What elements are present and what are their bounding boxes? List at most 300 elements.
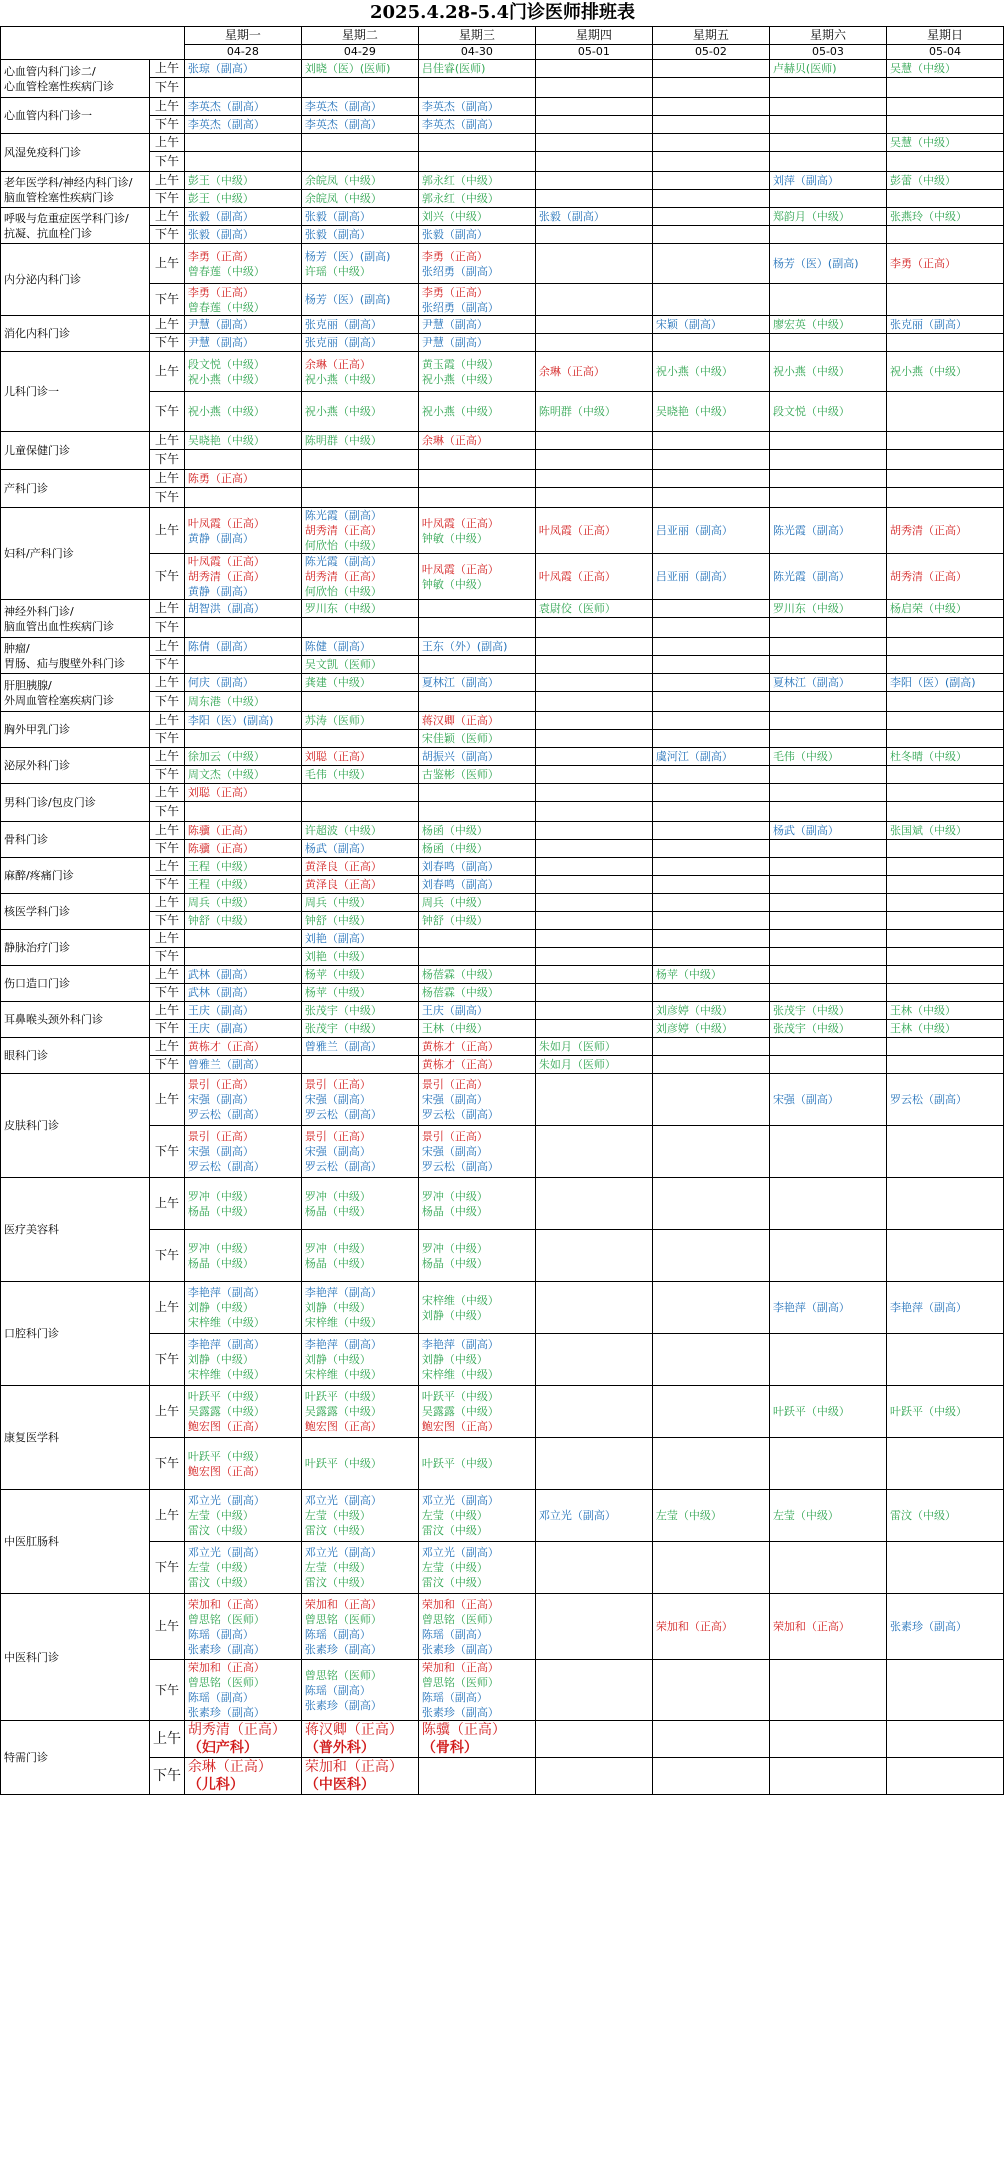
doctor-entry[interactable]: 罗云松（副高） [187, 1108, 265, 1121]
doctor-entry[interactable]: 曾思铭（医师） [187, 1676, 265, 1689]
doctor-entry[interactable]: 曾思铭（医师） [304, 1612, 382, 1626]
doctor-entry[interactable]: 朱如月（医师） [538, 1058, 616, 1071]
doctor-entry[interactable]: 宋强（副高） [187, 1093, 254, 1106]
doctor-entry[interactable]: 刘聪（正高） [187, 786, 254, 799]
doctor-entry[interactable]: 陈明群（中级） [304, 434, 382, 447]
doctor-entry[interactable]: 刘艳（中级） [304, 950, 371, 963]
doctor-entry[interactable]: 曾思铭（医师） [421, 1676, 499, 1689]
doctor-entry[interactable]: 荣加和（正高） [421, 1597, 499, 1611]
doctor-entry[interactable]: 黄栋才（正高） [421, 1058, 499, 1071]
doctor-entry[interactable]: 黄栋才（正高） [421, 1040, 499, 1053]
doctor-entry[interactable]: 杨晶（中级） [304, 1204, 371, 1218]
doctor-entry[interactable]: 罗冲（中级） [187, 1241, 254, 1255]
doctor-entry[interactable]: 曾春莲（中级） [187, 264, 265, 278]
doctor-entry[interactable]: 景引（正高） [421, 1078, 488, 1091]
doctor-entry[interactable]: 祝小燕（中级） [772, 365, 850, 378]
doctor-entry[interactable]: 叶凤霞（正高） [187, 516, 265, 530]
doctor-entry[interactable]: 叶凤霞（正高） [538, 570, 616, 583]
schedule-row [1, 116, 1004, 134]
doctor-entry[interactable]: 曾雅兰（副高） [187, 1058, 265, 1071]
doctor-entry[interactable]: 夏林江（副高） [772, 676, 850, 689]
doctor-entry[interactable]: 刘兴（中级） [421, 210, 488, 223]
doctor-entry[interactable]: 宋强（副高） [421, 1145, 488, 1158]
weekday-header: 星期二 [301, 27, 418, 45]
doctor-entry[interactable]: 余皖凤（中级） [304, 192, 382, 205]
doctor-entry[interactable]: 李艳萍（副高） [304, 1286, 382, 1299]
doctor-entry[interactable]: 杨晶（中级） [421, 1204, 488, 1218]
doctor-entry[interactable]: 王林（中级） [421, 1022, 488, 1035]
doctor-entry[interactable]: 宋佳颖（医师） [421, 732, 499, 745]
doctor-entry[interactable]: 陈瑶（副高） [304, 1627, 371, 1641]
doctor-entry[interactable]: 廖宏英（中级） [772, 318, 850, 331]
doctor-entry[interactable]: 李勇（正高） [421, 285, 488, 299]
doctor-entry[interactable]: 陈光霞（副高） [772, 524, 850, 537]
doctor-entry[interactable]: 刘聪（正高） [304, 750, 371, 763]
doctor-entry[interactable]: 周东港（中级） [187, 695, 265, 708]
doctor-entry[interactable]: 何欣怡（中级） [304, 585, 382, 598]
doctor-entry[interactable]: 张素珍（副高） [304, 1698, 382, 1712]
doctor-entry[interactable]: 罗云松（副高） [889, 1093, 967, 1106]
doctor-entry[interactable]: 尹慧（副高） [421, 336, 488, 349]
doctor-entry[interactable]: 曾雅兰（副高） [304, 1040, 382, 1053]
doctor-entry[interactable]: 宋梓维（中级） [421, 1368, 499, 1381]
doctor-entry[interactable]: 叶凤霞（正高） [538, 524, 616, 537]
doctor-entry[interactable]: 叶凤霞（正高） [187, 555, 265, 568]
doctor-entry[interactable]: 杨晶（中级） [304, 1256, 371, 1270]
doctor-entry[interactable]: 祝小燕（中级） [304, 372, 382, 386]
doctor-entry[interactable]: 左莹（中级） [421, 1509, 488, 1522]
doctor-entry[interactable]: 刘静（中级） [304, 1353, 371, 1366]
doctor-entry[interactable]: 胡秀清（正高） [304, 570, 382, 583]
doctor-entry[interactable]: 王林（中级） [889, 1004, 956, 1017]
doctor-entry[interactable]: 虞河江（副高） [655, 750, 733, 763]
doctor-entry[interactable]: 曾思铭（医师） [187, 1612, 265, 1626]
doctor-entry[interactable]: 王庆（副高） [421, 1004, 488, 1017]
doctor-entry[interactable]: 罗云松（副高） [421, 1108, 499, 1121]
doctor-entry[interactable]: 李阳（医）(副高) [889, 676, 976, 689]
doctor-entry[interactable]: 邓立光（副高） [304, 1546, 382, 1559]
doctor-entry[interactable]: 张绍勇（副高） [421, 300, 499, 314]
doctor-entry[interactable]: 罗冲（中级） [421, 1189, 488, 1203]
doctor-entry[interactable]: 李英杰（副高） [187, 100, 265, 113]
schedule-cell [769, 172, 886, 190]
doctor-entry[interactable]: 杨苹（中级） [304, 986, 371, 999]
doctor-entry[interactable]: 郭永红（中级） [421, 192, 499, 205]
schedule-cell [535, 78, 652, 98]
schedule-cell [652, 858, 769, 876]
doctor-entry[interactable]: 吕佳睿(医师) [421, 62, 486, 75]
doctor-entry[interactable]: 黄静（副高） [187, 585, 254, 598]
doctor-entry[interactable]: 杨芳（医）(副高) [304, 293, 391, 306]
doctor-entry[interactable]: 张素珍（副高） [187, 1706, 265, 1719]
doctor-entry[interactable]: 何欣怡（中级） [304, 539, 382, 552]
doctor-entry[interactable]: 郭永红（中级） [421, 174, 499, 187]
doctor-entry[interactable]: 景引（正高） [421, 1130, 488, 1143]
doctor-entry[interactable]: 尹慧（副高） [421, 318, 488, 331]
doctor-entry[interactable]: 鲍宏图（正高） [304, 1420, 382, 1433]
doctor-entry[interactable]: 张毅（副高） [538, 210, 605, 223]
doctor-entry[interactable]: 宋强（副高） [772, 1093, 839, 1106]
doctor-entry[interactable]: 陈瑶（副高） [187, 1627, 254, 1641]
doctor-entry[interactable]: 吴文凯（医师） [304, 658, 382, 671]
doctor-entry[interactable]: 胡振兴（副高） [421, 750, 499, 763]
doctor-entry[interactable]: 李英杰（副高） [421, 118, 499, 131]
doctor-entry[interactable]: 余琳（正高） [538, 365, 605, 378]
doctor-entry[interactable]: 宋强（副高） [421, 1093, 488, 1106]
doctor-entry[interactable]: 邓立光（副高） [538, 1509, 616, 1522]
doctor-entry[interactable]: 许瑶（中级） [304, 264, 371, 278]
doctor-entry[interactable]: 雷汶（中级） [304, 1524, 371, 1537]
doctor-entry[interactable]: 祝小燕（中级） [655, 365, 733, 378]
doctor-entry[interactable]: 刘静（中级） [187, 1353, 254, 1366]
doctor-entry[interactable]: 刘静（中级） [304, 1301, 371, 1314]
doctor-entry[interactable]: 刘彦婷（中级） [655, 1022, 733, 1035]
special-doctor[interactable]: 胡秀清（正高） [187, 1722, 286, 1738]
doctor-entry[interactable]: 张素珍（副高） [304, 1642, 382, 1656]
special-doctor[interactable]: 蒋汉卿（正高） [304, 1722, 403, 1738]
doctor-entry[interactable]: 叶跃平（中级） [889, 1405, 967, 1418]
doctor-entry[interactable]: 黄泽良（正高） [304, 860, 382, 873]
doctor-entry[interactable]: 段文悦（中级） [772, 405, 850, 418]
doctor-entry[interactable]: 钟舒（中级） [421, 914, 488, 927]
doctor-entry[interactable]: 张素珍（副高） [889, 1620, 967, 1633]
doctor-entry[interactable]: 郑韵月（中级） [772, 210, 850, 223]
doctor-entry[interactable]: 叶跃平（中级） [304, 1457, 382, 1470]
doctor-entry[interactable]: 吕亚丽（副高） [655, 570, 733, 583]
doctor-entry[interactable]: 陈明群（中级） [538, 405, 616, 418]
doctor-entry[interactable]: 张燕玲（中级） [889, 210, 967, 223]
doctor-entry[interactable]: 陈骥（正高） [187, 824, 254, 837]
doctor-entry[interactable]: 祝小燕（中级） [187, 405, 265, 418]
doctor-entry[interactable]: 余皖凤（中级） [304, 174, 382, 187]
doctor-entry[interactable]: 杨蓓霖（中级） [421, 986, 499, 999]
doctor-entry[interactable]: 黄玉霞（中级） [421, 357, 499, 371]
doctor-entry[interactable]: 张毅（副高） [187, 228, 254, 241]
doctor-entry[interactable]: 鲍宏图（正高） [187, 1464, 265, 1478]
doctor-entry[interactable]: 鲍宏图（正高） [187, 1420, 265, 1433]
doctor-entry[interactable]: 张毅（副高） [304, 210, 371, 223]
doctor-entry[interactable]: 杨启荣（中级） [889, 602, 967, 615]
doctor-entry[interactable]: 李英杰（副高） [304, 118, 382, 131]
doctor-entry[interactable]: 宋梓维（中级） [304, 1316, 382, 1329]
doctor-entry[interactable]: 尹慧（副高） [187, 336, 254, 349]
doctor-entry[interactable]: 钟舒（中级） [187, 914, 254, 927]
doctor-entry[interactable]: 宋强（副高） [304, 1093, 371, 1106]
doctor-entry[interactable]: 吴露露（中级） [304, 1405, 382, 1418]
doctor-entry[interactable]: 罗冲（中级） [304, 1241, 371, 1255]
doctor-entry[interactable]: 杨函（中级） [421, 824, 488, 837]
doctor-entry[interactable]: 邓立光（副高） [421, 1494, 499, 1507]
doctor-entry[interactable]: 张绍勇（副高） [421, 264, 499, 278]
doctor-entry[interactable]: 罗冲（中级） [304, 1189, 371, 1203]
doctor-entry[interactable]: 荣加和（正高） [187, 1597, 265, 1611]
doctor-entry[interactable]: 李艳萍（副高） [421, 1338, 499, 1351]
doctor-entry[interactable]: 宋颖（副高） [655, 318, 722, 331]
doctor-entry[interactable]: 邓立光（副高） [187, 1494, 265, 1507]
doctor-entry[interactable]: 雷汶（中级） [889, 1509, 956, 1522]
doctor-entry[interactable]: 罗冲（中级） [421, 1241, 488, 1255]
doctor-entry[interactable]: 钟敏（中级） [421, 531, 488, 545]
doctor-entry[interactable]: 杜冬晴（中级） [889, 750, 967, 763]
doctor-entry[interactable]: 钟敏（中级） [421, 577, 488, 591]
special-doctor[interactable]: 荣加和（正高） [304, 1759, 403, 1775]
doctor-entry[interactable]: 左莹（中级） [772, 1509, 839, 1522]
doctor-entry[interactable]: 李勇（正高） [421, 249, 488, 263]
doctor-entry[interactable]: 彭蕾（中级） [889, 174, 956, 187]
doctor-entry[interactable]: 王林（中级） [889, 1022, 956, 1035]
doctor-entry[interactable]: 黄静（副高） [187, 531, 254, 545]
doctor-entry[interactable]: 雷汶（中级） [187, 1524, 254, 1537]
doctor-entry[interactable]: 杨函（中级） [421, 842, 488, 855]
doctor-entry[interactable]: 余琳（正高） [304, 357, 371, 371]
doctor-entry[interactable]: 张茂宇（中级） [304, 1004, 382, 1017]
doctor-entry[interactable]: 钟舒（中级） [304, 914, 371, 927]
doctor-entry[interactable]: 景引（正高） [187, 1130, 254, 1143]
department-name-line: 骨科门诊 [4, 833, 48, 846]
doctor-entry[interactable]: 古鉴彬（医师） [421, 768, 499, 781]
doctor-entry[interactable]: 张琼（副高） [187, 62, 254, 75]
doctor-entry[interactable]: 李勇（正高） [187, 249, 254, 263]
doctor-entry[interactable]: 刘春鸣（副高） [421, 878, 499, 891]
doctor-entry[interactable]: 周兵（中级） [421, 896, 488, 909]
doctor-entry[interactable]: 左莹（中级） [304, 1561, 371, 1574]
doctor-entry[interactable]: 张克丽（副高） [304, 336, 382, 349]
doctor-entry[interactable]: 张国斌（中级） [889, 824, 967, 837]
doctor-entry[interactable]: 段文悦（中级） [187, 357, 265, 371]
doctor-entry[interactable]: 罗云松（副高） [187, 1160, 265, 1173]
doctor-entry[interactable]: 祝小燕（中级） [187, 372, 265, 386]
doctor-entry[interactable]: 宋梓维（中级） [187, 1368, 265, 1381]
doctor-entry[interactable]: 陈瑶（副高） [187, 1691, 254, 1704]
doctor-entry[interactable]: 吴露露（中级） [187, 1405, 265, 1418]
schedule-cell [652, 1386, 769, 1438]
doctor-entry[interactable]: 李艳萍（副高） [772, 1301, 850, 1314]
doctor-entry[interactable]: 叶跃平（中级） [421, 1457, 499, 1470]
doctor-entry[interactable]: 刘静（中级） [187, 1301, 254, 1314]
doctor-entry[interactable]: 刘静（中级） [421, 1308, 488, 1322]
doctor-entry[interactable]: 吴慧（中级） [889, 136, 956, 149]
doctor-entry[interactable]: 叶凤霞（正高） [421, 562, 499, 576]
doctor-entry[interactable]: 黄泽良（正高） [304, 878, 382, 891]
doctor-entry[interactable]: 张素珍（副高） [421, 1642, 499, 1656]
doctor-entry[interactable]: 周文杰（中级） [187, 768, 265, 781]
schedule-cell [535, 392, 652, 432]
doctor-entry[interactable]: 杨晶（中级） [187, 1256, 254, 1270]
doctor-entry[interactable]: 彭王（中级） [187, 174, 254, 187]
doctor-entry[interactable]: 周兵（中级） [187, 896, 254, 909]
doctor-entry[interactable]: 陈骥（正高） [187, 842, 254, 855]
doctor-entry[interactable]: 胡秀清（正高） [304, 524, 382, 537]
doctor-entry[interactable]: 陈光霞（副高） [304, 509, 382, 522]
doctor-entry[interactable]: 何庆（副高） [187, 676, 254, 689]
doctor-entry[interactable]: 杨芳（医）(副高) [304, 249, 391, 263]
doctor-entry[interactable]: 宋梓维（中级） [304, 1368, 382, 1381]
doctor-entry[interactable]: 吕亚丽（副高） [655, 524, 733, 537]
doctor-entry[interactable]: 雷汶（中级） [187, 1576, 254, 1589]
doctor-entry[interactable]: 荣加和（正高） [304, 1597, 382, 1611]
doctor-entry[interactable]: 罗云松（副高） [421, 1160, 499, 1173]
doctor-entry[interactable]: 罗川东（中级） [304, 602, 382, 615]
doctor-entry[interactable]: 叶跃平（中级） [772, 1405, 850, 1418]
doctor-entry[interactable]: 李英杰（副高） [304, 100, 382, 113]
doctor-entry[interactable]: 陈健（副高） [304, 640, 371, 653]
doctor-entry[interactable]: 杨武（副高） [304, 842, 371, 855]
doctor-entry[interactable]: 雷汶（中级） [421, 1524, 488, 1537]
doctor-entry[interactable]: 叶凤霞（正高） [421, 516, 499, 530]
doctor-entry[interactable]: 刘萍（副高） [772, 174, 839, 187]
doctor-entry[interactable]: 龚建（中级） [304, 676, 371, 689]
doctor-entry[interactable]: 陈光霞（副高） [772, 570, 850, 583]
doctor-entry[interactable]: 陈瑶（副高） [421, 1691, 488, 1704]
doctor-entry[interactable]: 曾春莲（中级） [187, 300, 265, 314]
doctor-entry[interactable]: 王程（中级） [187, 860, 254, 873]
doctor-entry[interactable]: 陈瑶（副高） [304, 1683, 371, 1697]
doctor-entry[interactable]: 曾思铭（医师） [304, 1668, 382, 1682]
doctor-entry[interactable]: 朱如月（医师） [538, 1040, 616, 1053]
doctor-entry[interactable]: 卢赫贝(医师) [772, 62, 837, 75]
doctor-entry[interactable]: 张茂宇（中级） [772, 1022, 850, 1035]
doctor-entry[interactable]: 陈倩（副高） [187, 640, 254, 653]
doctor-entry[interactable]: 刘艳（副高） [304, 932, 371, 945]
doctor-entry[interactable]: 杨武（副高） [772, 824, 839, 837]
doctor-entry[interactable]: 宋强（副高） [187, 1145, 254, 1158]
doctor-entry[interactable]: 左莹（中级） [187, 1509, 254, 1522]
doctor-entry[interactable]: 王庆（副高） [187, 1004, 254, 1017]
doctor-entry[interactable]: 王程（中级） [187, 878, 254, 891]
doctor-entry[interactable]: 毛伟（中级） [772, 750, 839, 763]
doctor-entry[interactable]: 吴晓艳（中级） [187, 434, 265, 447]
doctor-entry[interactable]: 杨晶（中级） [187, 1204, 254, 1218]
special-doctor[interactable]: 陈骥（正高） [421, 1722, 506, 1738]
doctor-entry[interactable]: 夏林江（副高） [421, 676, 499, 689]
doctor-entry[interactable]: 宋梓维（中级） [187, 1316, 265, 1329]
doctor-entry[interactable]: 吴晓艳（中级） [655, 405, 733, 418]
doctor-entry[interactable]: 袁尉佼（医师） [538, 602, 616, 615]
doctor-entry[interactable]: 刘晓（医）(医师) [304, 62, 391, 75]
doctor-entry[interactable]: 李勇（正高） [187, 285, 254, 299]
doctor-entry[interactable]: 祝小燕（中级） [304, 405, 382, 418]
doctor-entry[interactable]: 左莹（中级） [304, 1509, 371, 1522]
doctor-entry[interactable]: 杨苹（中级） [304, 968, 371, 981]
doctor-entry[interactable]: 余琳（正高） [421, 434, 488, 447]
doctor-entry[interactable]: 许超波（中级） [304, 824, 382, 837]
doctor-entry[interactable]: 胡智洪（副高） [187, 602, 265, 615]
doctor-entry[interactable]: 张素珍（副高） [187, 1642, 265, 1656]
doctor-entry[interactable]: 张毅（副高） [304, 228, 371, 241]
doctor-entry[interactable]: 张素珍（副高） [421, 1706, 499, 1719]
doctor-entry[interactable]: 罗云松（副高） [304, 1160, 382, 1173]
doctor-entry[interactable]: 张茂宇（中级） [304, 1022, 382, 1035]
doctor-entry[interactable]: 刘彦婷（中级） [655, 1004, 733, 1017]
doctor-entry[interactable]: 蒋汉卿（正高） [421, 714, 499, 727]
doctor-entry[interactable]: 李英杰（副高） [421, 100, 499, 113]
doctor-entry[interactable]: 张茂宇（中级） [772, 1004, 850, 1017]
doctor-entry[interactable]: 武林（副高） [187, 986, 254, 999]
doctor-entry[interactable]: 杨蓓霖（中级） [421, 968, 499, 981]
doctor-entry[interactable]: 毛伟（中级） [304, 768, 371, 781]
doctor-entry[interactable]: 陈光霞（副高） [304, 555, 382, 568]
doctor-entry[interactable]: 罗云松（副高） [304, 1108, 382, 1121]
doctor-entry[interactable]: 邓立光（副高） [421, 1546, 499, 1559]
doctor-entry[interactable]: 王庆（副高） [187, 1022, 254, 1035]
doctor-entry[interactable]: 黄栋才（正高） [187, 1040, 265, 1053]
doctor-entry[interactable]: 李艳萍（副高） [187, 1338, 265, 1351]
doctor-entry[interactable]: 陈勇（正高） [187, 472, 254, 485]
doctor-entry[interactable]: 张克丽（副高） [889, 318, 967, 331]
doctor-entry[interactable]: 胡秀清（正高） [889, 570, 967, 583]
doctor-entry[interactable]: 彭王（中级） [187, 192, 254, 205]
doctor-entry[interactable]: 鲍宏图（正高） [421, 1420, 499, 1433]
doctor-entry[interactable]: 张克丽（副高） [304, 318, 382, 331]
doctor-entry[interactable]: 吴露露（中级） [421, 1405, 499, 1418]
doctor-entry[interactable]: 叶跃平（中级） [187, 1390, 265, 1403]
doctor-entry[interactable]: 刘静（中级） [421, 1353, 488, 1366]
doctor-entry[interactable]: 罗冲（中级） [187, 1189, 254, 1203]
doctor-entry[interactable]: 陈瑶（副高） [421, 1627, 488, 1641]
doctor-entry[interactable]: 左莹（中级） [421, 1561, 488, 1574]
doctor-entry[interactable]: 祝小燕（中级） [889, 365, 967, 378]
doctor-entry[interactable]: 叶跃平（中级） [304, 1390, 382, 1403]
doctor-entry[interactable]: 景引（正高） [304, 1078, 371, 1091]
doctor-entry[interactable]: 祝小燕（中级） [421, 372, 499, 386]
doctor-entry[interactable]: 宋梓维（中级） [421, 1293, 499, 1307]
special-doctor[interactable]: 余琳（正高） [187, 1759, 272, 1775]
doctor-entry[interactable]: 邓立光（副高） [304, 1494, 382, 1507]
doctor-entry[interactable]: 景引（正高） [187, 1078, 254, 1091]
doctor-entry[interactable]: 邓立光（副高） [187, 1546, 265, 1559]
doctor-entry[interactable]: 祝小燕（中级） [421, 405, 499, 418]
doctor-entry[interactable]: 徐加云（中级） [187, 750, 265, 763]
doctor-entry[interactable]: 王东（外）(副高) [421, 640, 508, 653]
doctor-entry[interactable]: 荣加和（正高） [187, 1661, 265, 1674]
doctor-entry[interactable]: 景引（正高） [304, 1130, 371, 1143]
doctor-entry[interactable]: 张毅（副高） [187, 210, 254, 223]
doctor-entry[interactable]: 刘春鸣（副高） [421, 860, 499, 873]
doctor-entry[interactable]: 罗川东（中级） [772, 602, 850, 615]
doctor-entry[interactable]: 左莹（中级） [187, 1561, 254, 1574]
doctor-entry[interactable]: 李阳（医）(副高) [187, 714, 274, 727]
doctor-entry[interactable]: 苏涛（医师） [304, 714, 371, 727]
doctor-entry[interactable]: 杨苹（中级） [655, 968, 722, 981]
doctor-entry[interactable]: 荣加和（正高） [655, 1620, 733, 1633]
doctor-entry[interactable]: 张毅（副高） [421, 228, 488, 241]
doctor-entry[interactable]: 李勇（正高） [889, 257, 956, 270]
doctor-entry[interactable]: 李艳萍（副高） [304, 1338, 382, 1351]
doctor-entry[interactable]: 曾思铭（医师） [421, 1612, 499, 1626]
doctor-entry[interactable]: 雷汶（中级） [421, 1576, 488, 1589]
doctor-entry[interactable]: 胡秀清（正高） [187, 570, 265, 583]
doctor-entry[interactable]: 吴慧（中级） [889, 62, 956, 75]
doctor-entry[interactable]: 李艳萍（副高） [889, 1301, 967, 1314]
doctor-entry[interactable]: 叶跃平（中级） [187, 1449, 265, 1463]
doctor-entry[interactable]: 杨晶（中级） [421, 1256, 488, 1270]
doctor-entry[interactable]: 胡秀清（正高） [889, 524, 967, 537]
doctor-entry[interactable]: 左莹（中级） [655, 1509, 722, 1522]
doctor-entry[interactable]: 杨芳（医）(副高) [772, 257, 859, 270]
doctor-entry[interactable]: 荣加和（正高） [421, 1661, 499, 1674]
schedule-row [1, 352, 1004, 392]
schedule-cell [535, 508, 652, 554]
doctor-entry[interactable]: 叶跃平（中级） [421, 1390, 499, 1403]
doctor-entry[interactable]: 荣加和（正高） [772, 1620, 850, 1633]
doctor-entry[interactable]: 尹慧（副高） [187, 318, 254, 331]
doctor-entry[interactable]: 李英杰（副高） [187, 118, 265, 131]
doctor-entry[interactable]: 武林（副高） [187, 968, 254, 981]
doctor-entry[interactable]: 雷汶（中级） [304, 1576, 371, 1589]
doctor-entry[interactable]: 李艳萍（副高） [187, 1286, 265, 1299]
doctor-entry[interactable]: 周兵（中级） [304, 896, 371, 909]
doctor-entry[interactable]: 宋强（副高） [304, 1145, 371, 1158]
